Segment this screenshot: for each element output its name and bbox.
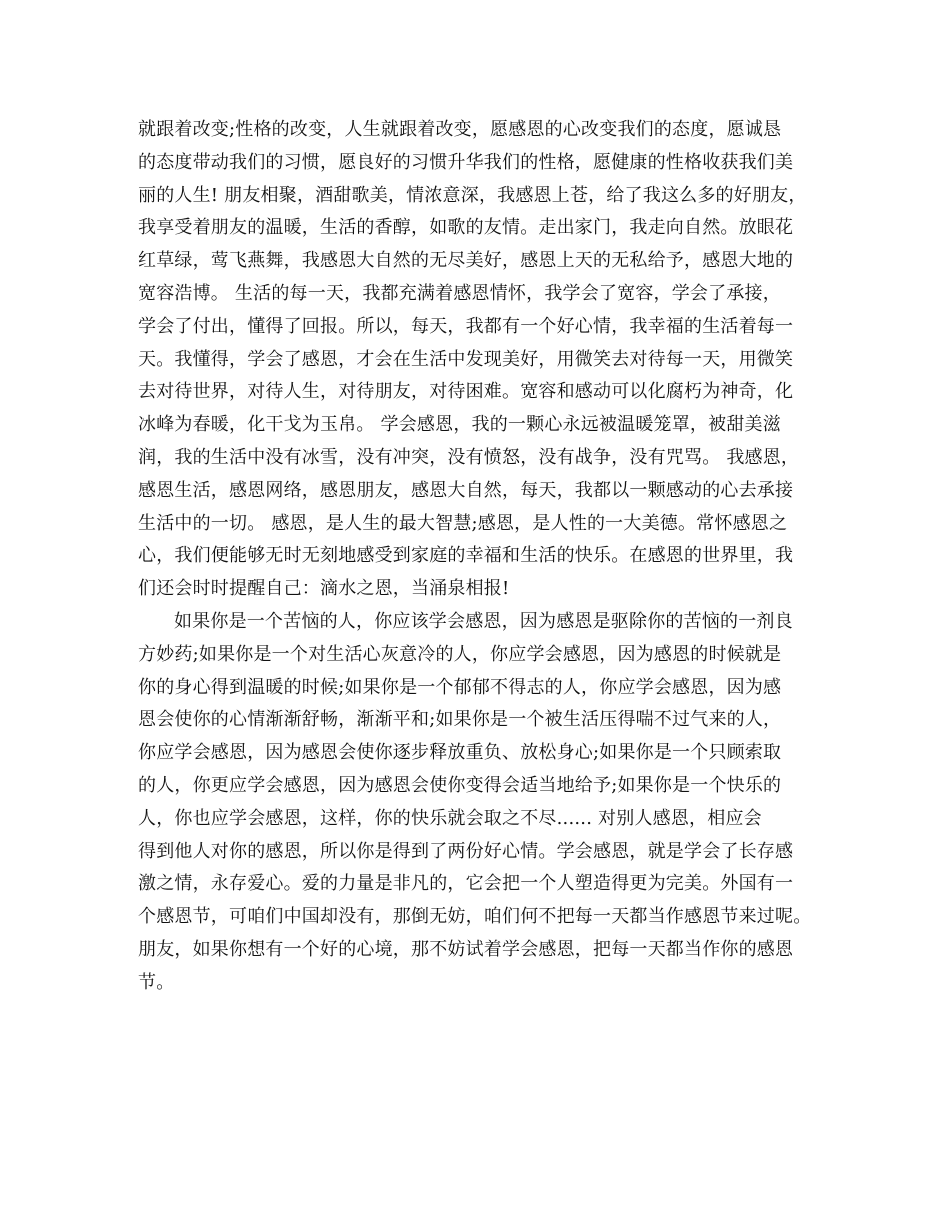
- text-line: 恩会使你的心情渐渐舒畅，渐渐平和;如果你是一个被生活压得喘不过气来的人，: [138, 709, 782, 731]
- paragraph-2: [138, 606, 814, 1000]
- text-line: 天。我懂得，学会了感恩，才会在生活中发现美好，用微笑去对待每一天，用微笑: [138, 348, 794, 370]
- text-line: 生活中的一切。 感恩，是人生的最大智慧;感恩，是人性的一大美德。常怀感恩之: [138, 512, 788, 534]
- text-line: 去对待世界，对待人生，对待朋友，对待困难。宽容和感动可以化腐朽为神奇，化: [138, 381, 794, 403]
- text-line: 得到他人对你的感恩，所以你是得到了两份好心情。学会感恩，就是学会了长存感: [138, 840, 794, 862]
- text-line: 个感恩节，可咱们中国却没有，那倒无妨，咱们何不把每一天都当作感恩节来过呢。: [138, 906, 812, 928]
- document-body: [138, 114, 814, 1000]
- text-line: 感恩生活，感恩网络，感恩朋友，感恩大自然，每天，我都以一颗感动的心去承接: [138, 479, 794, 501]
- text-line: 就跟着改变;性格的改变，人生就跟着改变，愿感恩的心改变我们的态度，愿诚恳: [138, 119, 782, 140]
- text-line: 我享受着朋友的温暖，生活的香醇，如歌的友情。走出家门，我走向自然。放眼花: [138, 217, 794, 239]
- text-line: 如果你是一个苦恼的人，你应该学会感恩，因为感恩是驱除你的苦恼的一剂良: [174, 610, 793, 632]
- text-line: 红草绿，莺飞燕舞，我感恩大自然的无尽美好，感恩上天的无私给予，感恩大地的: [138, 250, 794, 272]
- text-line: 激之情，永存爱心。爱的力量是非凡的，它会把一个人塑造得更为完美。外国有一: [138, 873, 794, 895]
- text-line: 冰峰为春暖，化干戈为玉帛。 学会感恩，我的一颗心永远被温暖笼罩，被甜美滋: [138, 414, 781, 436]
- text-line: 们还会时时提醒自己：滴水之恩，当涌泉相报!: [138, 578, 510, 600]
- text-line: 节。: [138, 971, 175, 993]
- text-line: 你的身心得到温暖的时候;如果你是一个郁郁不得志的人，你应学会感恩，因为感: [138, 676, 782, 698]
- text-line: 心，我们便能够无时无刻地感受到家庭的幸福和生活的快乐。在感恩的世界里，我: [138, 545, 794, 567]
- text-line: 丽的人生! 朋友相聚，酒甜歌美，情浓意深，我感恩上苍，给了我这么多的好朋友，: [138, 184, 807, 206]
- text-line: 人，你也应学会感恩，这样，你的快乐就会取之不尽...... 对别人感恩，相应会: [138, 807, 762, 829]
- text-line: 润，我的生活中没有冰雪，没有冲突，没有愤怒，没有战争，没有咒骂。 我感恩，: [138, 446, 800, 468]
- text-line: 你应学会感恩，因为感恩会使你逐步释放重负、放松身心;如果你是一个只顾索取: [138, 742, 782, 764]
- text-line: 的态度带动我们的习惯，愿良好的习惯升华我们的性格，愿健康的性格收获我们美: [138, 151, 794, 173]
- text-line: 方妙药;如果你是一个对生活心灰意冷的人，你应学会感恩，因为感恩的时候就是: [138, 643, 782, 665]
- paragraph-1: [138, 114, 814, 606]
- text-line: 朋友，如果你想有一个好的心境，那不妨试着学会感恩，把每一天都当作你的感恩: [138, 938, 794, 960]
- text-line: 宽容浩博。 生活的每一天，我都充满着感恩情怀，我学会了宽容，学会了承接，: [138, 282, 781, 304]
- text-line: 学会了付出，懂得了回报。所以，每天，我都有一个好心情，我幸福的生活着每一: [138, 315, 794, 337]
- text-line: 的人，你更应学会感恩，因为感恩会使你变得会适当地给予;如果你是一个快乐的: [138, 774, 782, 796]
